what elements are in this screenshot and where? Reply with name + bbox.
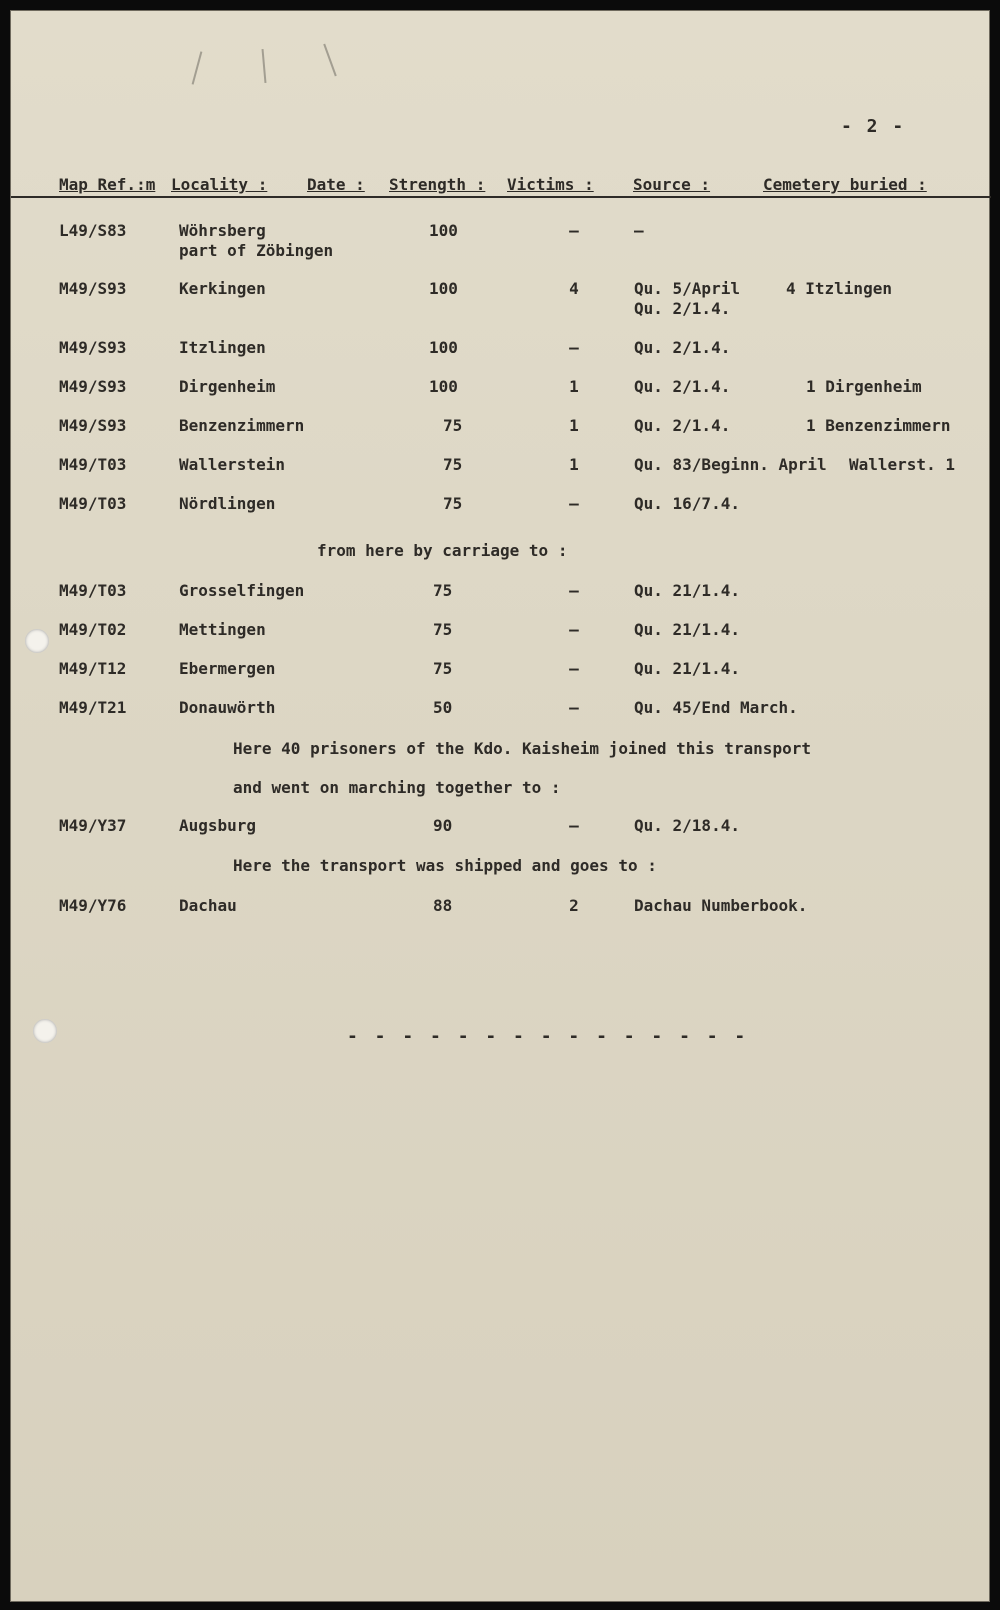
victims: — [569,221,579,240]
end-rule: - - - - - - - - - - - - - - - [347,1026,749,1047]
cemetery: 1 Benzenzimmern [806,416,951,435]
strength: 100 [429,338,458,357]
map-ref: M49/T21 [59,698,127,717]
victims: 2 [569,896,579,915]
strength: 100 [429,377,458,396]
source: Qu. 45/End March. [634,698,798,717]
map-ref: M49/S93 [59,377,127,396]
cemetery: Wallerst. 1 [849,455,955,474]
cemetery: 4 Itzlingen [786,279,892,298]
locality: Augsburg [179,816,257,835]
strength: 100 [429,279,458,298]
map-ref: M49/T03 [59,494,127,513]
strength: 75 [433,659,453,678]
locality: Mettingen [179,620,266,639]
locality: Dachau [179,896,237,915]
map-ref: M49/T02 [59,620,127,639]
source: Qu. 2/1.4. [634,416,731,435]
header-map-ref: Map Ref.:m [59,175,156,194]
victims: 1 [569,416,579,435]
source: Qu. 21/1.4. [634,620,740,639]
strength: 50 [433,698,453,717]
source: Qu. 5/April Qu. 2/1.4. [634,279,740,318]
locality: Itzlingen [179,338,266,357]
locality: Nördlingen [179,494,276,513]
victims: — [569,494,579,513]
header-victims: Victims : [507,175,594,194]
map-ref: M49/S93 [59,416,127,435]
strength: 88 [433,896,453,915]
map-ref: M49/S93 [59,338,127,357]
punch-hole [33,1019,57,1043]
victims: 1 [569,455,579,474]
locality: Wallerstein [179,455,285,474]
pencil-mark [262,49,267,83]
victims: 1 [569,377,579,396]
pencil-mark [192,51,203,84]
victims: — [569,698,579,717]
header-locality: Locality : [171,175,268,194]
source: Qu. 2/1.4. [634,338,731,357]
strength: 75 [443,494,463,513]
locality: Grosselfingen [179,581,305,600]
locality: Ebermergen [179,659,276,678]
header-cemetery: Cemetery buried : [763,175,927,194]
header-date: Date : [307,175,365,194]
locality: Benzenzimmern [179,416,305,435]
map-ref: M49/Y76 [59,896,127,915]
transport-note: and went on marching together to : [233,778,561,797]
locality: Wöhrsberg part of Zöbingen [179,221,334,260]
source: Qu. 2/1.4. [634,377,731,396]
source: Qu. 2/18.4. [634,816,740,835]
victims: — [569,620,579,639]
strength: 75 [433,620,453,639]
locality: Donauwörth [179,698,276,717]
map-ref: M49/T03 [59,455,127,474]
map-ref: M49/S93 [59,279,127,298]
locality: Dirgenheim [179,377,276,396]
locality: Kerkingen [179,279,266,298]
strength: 90 [433,816,453,835]
map-ref: L49/S83 [59,221,127,240]
punch-hole [25,629,49,653]
document-page [10,10,990,1602]
victims: — [569,816,579,835]
map-ref: M49/T12 [59,659,127,678]
source: Qu. 83/Beginn. April [634,455,827,474]
victims: — [569,659,579,678]
map-ref: M49/T03 [59,581,127,600]
strength: 75 [443,416,463,435]
header-rule [11,196,991,198]
source: Qu. 21/1.4. [634,581,740,600]
page-number: - 2 - [841,116,906,137]
source: Qu. 21/1.4. [634,659,740,678]
transport-note: Here the transport was shipped and goes to : [233,856,657,875]
source: Dachau Numberbook. [634,896,808,915]
pencil-mark [323,44,337,77]
header-strength: Strength : [389,175,486,194]
strength: 100 [429,221,458,240]
strength: 75 [443,455,463,474]
map-ref: M49/Y37 [59,816,127,835]
header-source: Source : [633,175,711,194]
source: — [634,221,644,240]
victims: 4 [569,279,579,298]
strength: 75 [433,581,453,600]
source: Qu. 16/7.4. [634,494,740,513]
transport-note: from here by carriage to : [317,541,568,560]
victims: — [569,338,579,357]
cemetery: 1 Dirgenheim [806,377,922,396]
victims: — [569,581,579,600]
transport-note: Here 40 prisoners of the Kdo. Kaisheim joined this transport [233,739,811,758]
